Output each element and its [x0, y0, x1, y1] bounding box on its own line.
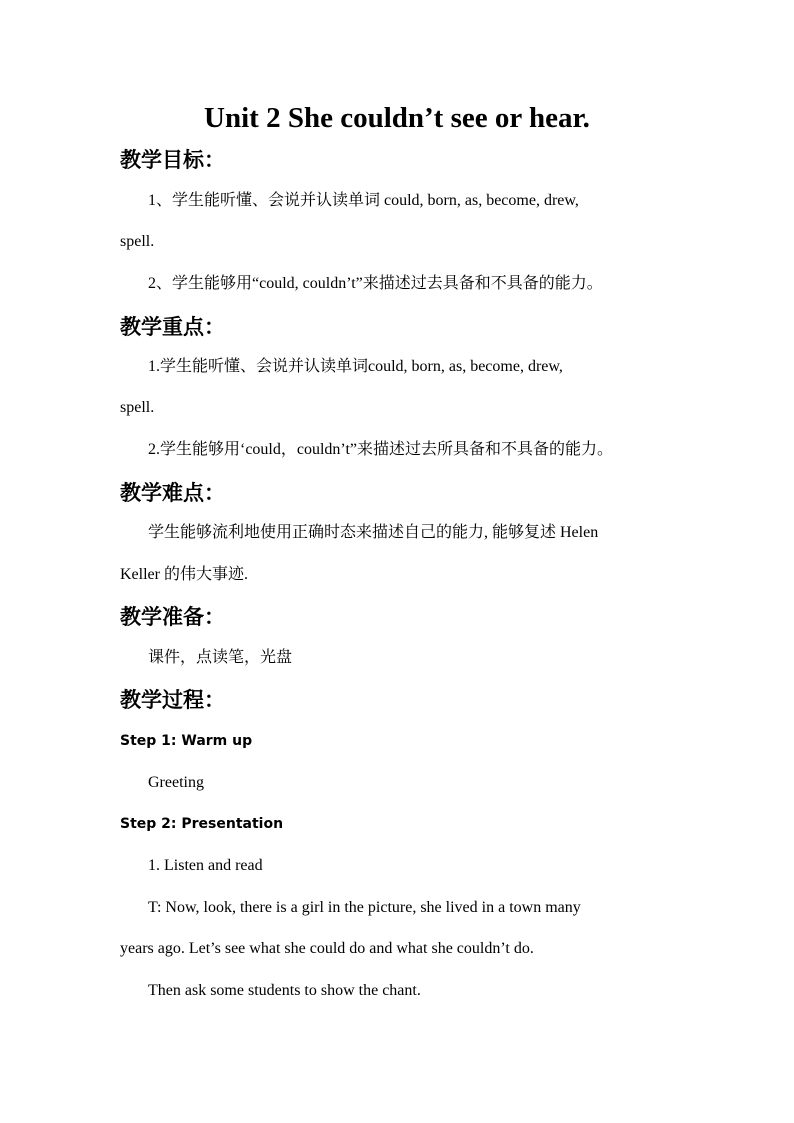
- difficulties-line-1: 学生能够流利地使用正确时态来描述自己的能力, 能够复述 Helen: [148, 524, 599, 541]
- step-2-paragraph-line-2: years ago. Let’s see what she could do and what she couldn’t do.: [120, 940, 534, 957]
- step-1-text: Greeting: [148, 774, 204, 791]
- step-2-paragraph-2: Then ask some students to show the chant.: [148, 982, 421, 999]
- process-heading: 教学过程：: [120, 688, 225, 712]
- step-2-sub-1: 1. Listen and read: [148, 857, 263, 874]
- document-title: Unit 2 She couldn’t see or hear.: [204, 102, 590, 134]
- difficulties-heading: 教学难点：: [120, 481, 225, 505]
- objectives-heading: 教学目标：: [120, 148, 225, 172]
- step-2-label: Step 2: Presentation: [120, 816, 284, 832]
- objectives-item-1-line-2: spell.: [120, 233, 155, 250]
- difficulties-line-2: Keller 的伟大事迹.: [120, 566, 248, 583]
- objectives-item-2: 2、学生能够用“could, couldn’t”来描述过去具备和不具备的能力。: [148, 275, 603, 292]
- preparation-heading: 教学准备：: [120, 605, 225, 629]
- step-2-paragraph-line-1: T: Now, look, there is a girl in the picture, she lived in a town many: [148, 899, 581, 916]
- key-points-item-1-line-2: spell.: [120, 399, 155, 416]
- key-points-item-2: 2.学生能够用‘could，couldn’t”来描述过去所具备和不具备的能力。: [148, 441, 614, 458]
- step-1-label: Step 1: Warm up: [120, 733, 253, 749]
- preparation-text: 课件，点读笔，光盘: [148, 649, 293, 666]
- key-points-item-1-line-1: 1.学生能听懂、会说并认读单词could, born, as, become, drew,: [148, 358, 563, 375]
- key-points-heading: 教学重点：: [120, 315, 225, 339]
- objectives-item-1-line-1: 1、学生能听懂、会说并认读单词 could, born, as, become, drew,: [148, 192, 579, 209]
